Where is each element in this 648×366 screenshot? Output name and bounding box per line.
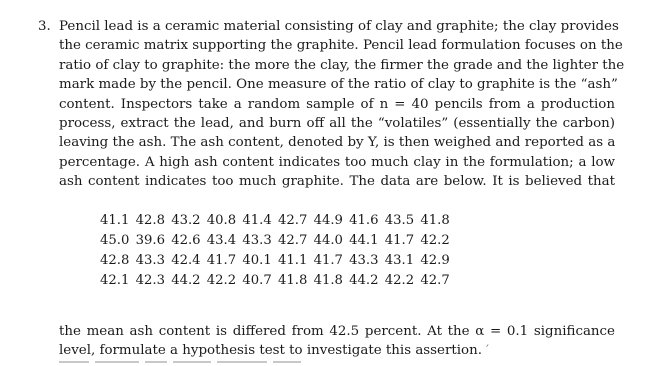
intro-line: the ceramic matrix supporting the graphite. Pencil lead formulation focuses on the	[59, 38, 623, 54]
data-row	[100, 230, 456, 250]
data-cell: 44.1	[349, 232, 379, 248]
data-cell: 42.2	[384, 273, 415, 289]
intro-line: process, extract the lead, and burn off all the “volatiles” (essentially the carbon)	[59, 116, 615, 132]
data-cell: 42.2	[420, 232, 450, 248]
data-cell: 43.5	[384, 212, 415, 228]
data-cell: 42.1	[100, 273, 130, 289]
data-cell: 39.6	[135, 232, 165, 248]
question-line-text: level, formulate a hypothesis test to investigate this assertion.	[59, 343, 482, 359]
ash-content-data-table	[100, 210, 456, 291]
data-cell: 42.4	[171, 252, 201, 268]
data-cell: 41.1	[277, 252, 308, 268]
data-cell: 41.4	[242, 212, 272, 228]
data-cell: 43.3	[349, 252, 379, 268]
data-table-body	[100, 210, 456, 291]
data-cell: 43.1	[384, 252, 415, 268]
text-cursor-icon: ′	[485, 343, 490, 359]
data-cell: 42.8	[135, 212, 165, 228]
data-cell: 42.3	[135, 273, 165, 289]
data-cell: 43.3	[135, 252, 165, 268]
cut-off-next-line	[59, 361, 319, 366]
problem-intro-paragraph	[59, 17, 625, 192]
data-cell: 41.7	[384, 232, 415, 248]
data-row	[100, 250, 456, 270]
data-cell: 42.8	[100, 252, 130, 268]
data-cell: 41.6	[349, 212, 379, 228]
question-line: the mean ash content is differed from 42.5 percent. At the α = 0.1 significance	[59, 324, 615, 339]
data-cell: 44.0	[313, 232, 343, 248]
intro-line: ratio of clay to graphite: the more the clay, the firmer the grade and the lighter the	[59, 57, 625, 73]
question-line	[59, 341, 615, 360]
intro-line: mark made by the pencil. One measure of the ratio of clay to graphite is the “ash”	[59, 77, 618, 93]
data-cell: 42.7	[277, 232, 308, 248]
data-row	[100, 271, 456, 291]
data-cell: 41.1	[100, 212, 130, 228]
data-cell: 42.9	[420, 252, 450, 268]
data-cell: 43.4	[206, 232, 237, 248]
problem-question-paragraph	[59, 322, 615, 361]
problem-number: 3.	[38, 19, 51, 34]
data-cell: 41.8	[277, 273, 308, 289]
data-cell: 41.8	[313, 273, 343, 289]
data-cell: 43.2	[171, 212, 201, 228]
data-cell: 42.7	[277, 212, 308, 228]
data-cell: 42.2	[206, 273, 237, 289]
intro-line: leaving the ash. The ash content, denoted by Y, is then weighed and reported as a	[59, 135, 616, 151]
data-cell: 44.2	[349, 273, 379, 289]
data-cell: 41.7	[206, 252, 237, 268]
data-cell: 41.8	[420, 212, 450, 228]
intro-line: content. Inspectors take a random sample of n = 40 pencils from a production	[59, 96, 615, 112]
intro-line: Pencil lead is a ceramic material consisting of clay and graphite; the clay provides	[59, 19, 619, 34]
data-cell: 45.0	[100, 232, 130, 248]
intro-line: percentage. A high ash content indicates too much clay in the formulation; a low	[59, 154, 615, 170]
data-cell: 40.8	[206, 212, 237, 228]
data-row	[100, 210, 456, 230]
data-cell: 41.7	[313, 252, 343, 268]
data-cell: 42.7	[420, 273, 450, 289]
data-cell: 43.3	[242, 232, 272, 248]
data-cell: 42.6	[171, 232, 201, 248]
data-cell: 44.2	[171, 273, 201, 289]
data-cell: 44.9	[313, 212, 343, 228]
data-cell: 40.1	[242, 252, 272, 268]
data-cell: 40.7	[242, 273, 272, 289]
intro-line: ash content indicates too much graphite. The data are below. It is believed that	[59, 174, 615, 190]
